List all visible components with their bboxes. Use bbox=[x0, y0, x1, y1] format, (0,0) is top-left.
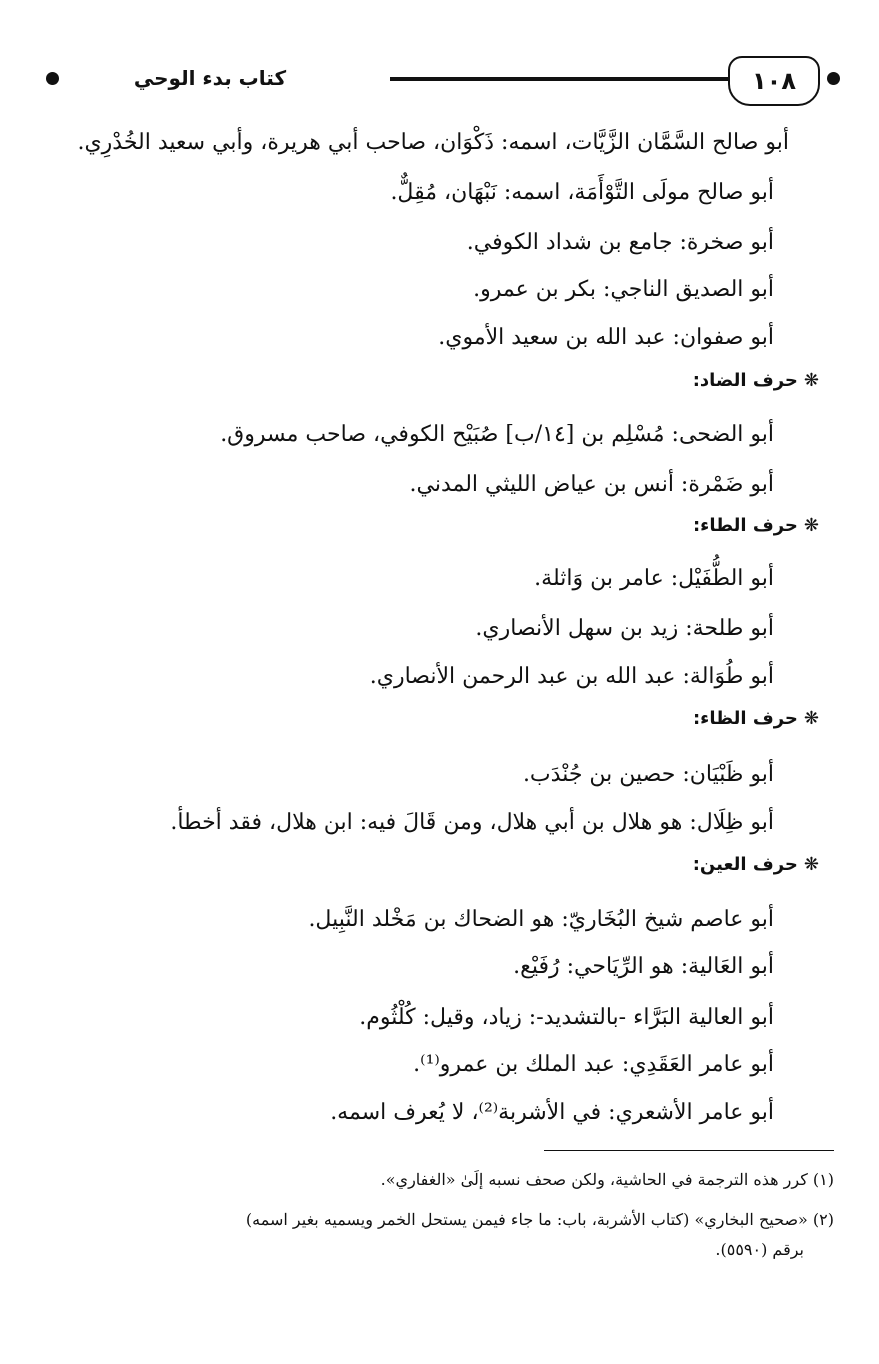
entry-line: أبو الضحى: مُسْلِم بن [١٤/ب] صُبَيْح الكوفي، صاحب مسروق. bbox=[220, 422, 774, 447]
entry-line: أبو الطُّفَيْل: عامر بن وَاثلة. bbox=[534, 566, 774, 591]
entry-line: أبو صخرة: جامع بن شداد الكوفي. bbox=[466, 230, 774, 255]
footnote: (٢) «صحيح البخاري» (كتاب الأشربة، باب: ما جاء فيمن يستحل الخمر ويسميه بغير اسمه) bbox=[245, 1210, 834, 1229]
heading-label: حرف العين: bbox=[692, 854, 798, 875]
section-heading bbox=[693, 368, 819, 394]
flower-icon: ❋ bbox=[803, 854, 819, 875]
entry-line: أبو العَالية: هو الرِّيَاحي: رُفَيْع. bbox=[513, 954, 774, 979]
heading-label: حرف الظاء: bbox=[692, 708, 798, 729]
page-number: ١٠٨ bbox=[728, 56, 820, 106]
heading-label: حرف الطاء: bbox=[692, 515, 798, 536]
entry-line: أبو ضَمْرة: أنس بن عياض الليثي المدني. bbox=[409, 472, 774, 497]
header-dot-right bbox=[827, 72, 840, 85]
header-rule bbox=[390, 77, 730, 81]
entry-line: أبو صالح السَّمَّان الزَّيَّات، اسمه: ذَكْوَان، صاحب أبي هريرة، وأبي سعيد الخُدْرِي. bbox=[77, 130, 789, 155]
entry-line: أبو طُوَالة: عبد الله بن عبد الرحمن الأنصاري. bbox=[369, 664, 774, 689]
header-dot-left bbox=[46, 72, 59, 85]
section-heading bbox=[693, 513, 819, 539]
entry-line: أبو عامر الأشعري: في الأشربة⁽²⁾، لا يُعرف اسمه. bbox=[330, 1100, 774, 1125]
entry-line: أبو الصديق الناجي: بكر بن عمرو. bbox=[473, 277, 774, 302]
entry-line: أبو صفوان: عبد الله بن سعيد الأموي. bbox=[438, 325, 774, 350]
flower-icon: ❋ bbox=[803, 515, 819, 536]
flower-icon: ❋ bbox=[803, 370, 819, 391]
section-heading bbox=[693, 852, 819, 878]
footnote-continuation: برقم (٥٥٩٠). bbox=[715, 1240, 804, 1259]
entry-line: أبو طلحة: زيد بن سهل الأنصاري. bbox=[475, 616, 774, 641]
entry-line: أبو عاصم شيخ البُخَاريّ: هو الضحاك بن مَخْلد النَّبِيل. bbox=[308, 907, 774, 932]
heading-label: حرف الضاد: bbox=[692, 370, 798, 391]
flower-icon: ❋ bbox=[803, 708, 819, 729]
footnote: (١) كرر هذه الترجمة في الحاشية، ولكن صحف نسبه إلَىٰ «الغفاري». bbox=[380, 1170, 834, 1189]
entry-line: أبو صالح مولَى التَّوْأَمَة، اسمه: نَبْهَان، مُقِلٌّ. bbox=[390, 180, 774, 205]
page-header bbox=[40, 50, 840, 110]
entry-line: أبو ظَبْيَان: حصين بن جُنْدَب. bbox=[522, 762, 774, 787]
entry-line: أبو ظِلَال: هو هلال بن أبي هلال، ومن قَالَ فيه: ابن هلال، فقد أخطأ. bbox=[170, 810, 774, 835]
section-heading bbox=[693, 706, 819, 732]
entry-line: أبو عامر العَقَدِي: عبد الملك بن عمرو⁽¹⁾. bbox=[413, 1052, 774, 1077]
footnote-rule bbox=[544, 1150, 834, 1151]
entry-line: أبو العالية البَرَّاء -بالتشديد-: زياد، وقيل: كُلْثُوم. bbox=[359, 1005, 774, 1030]
running-title: كتاب بدء الوحي bbox=[133, 66, 287, 90]
